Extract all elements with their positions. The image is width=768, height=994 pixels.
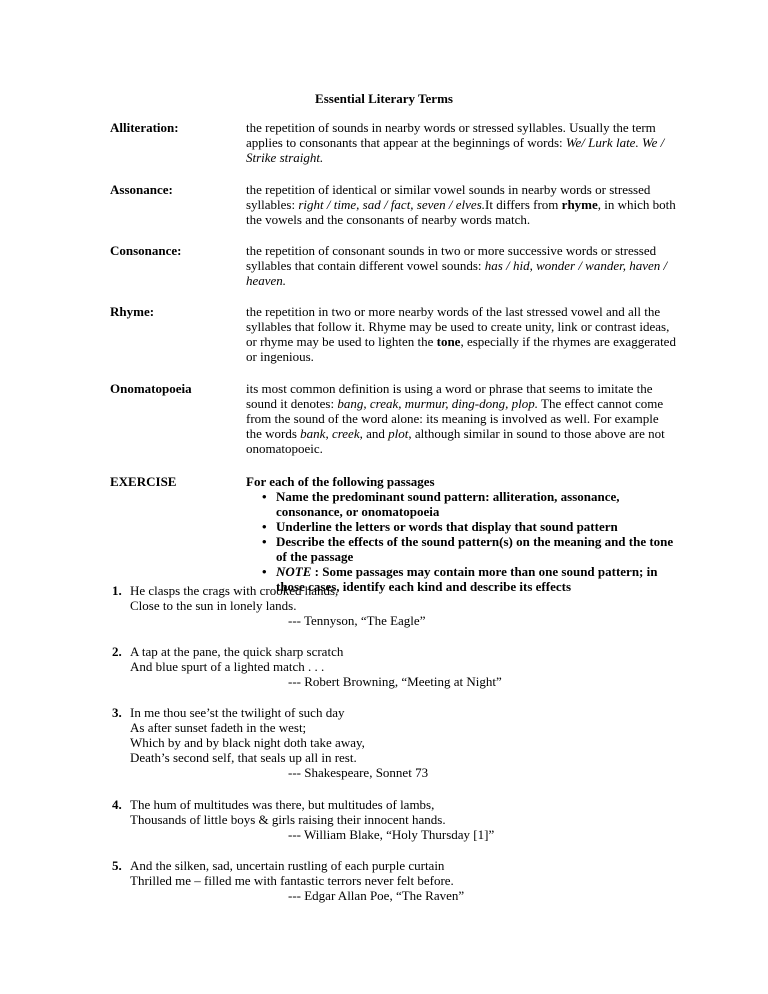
passage-line: As after sunset fadeth in the west;: [130, 720, 307, 735]
definition-text: the repetition of consonant sounds in two or more successive words or stressed syllables that contain different vowel sounds:: [246, 243, 657, 273]
definition-onomatopoeia: [246, 381, 676, 456]
exercise-bullet: • Underline the letters or words that display that sound pattern: [276, 519, 676, 534]
definition-text: its most common definition is using a word or phrase that seems to imitate the sound it denotes:: [246, 381, 653, 411]
note-text: : Some passages may contain more than one sound pattern; in those cases, identify each kind and describe its effects: [276, 564, 658, 594]
definition-text: The effect cannot come from the sound of the word alone: its meaning is involved as well. For example the words: [246, 396, 664, 441]
definition-alliteration: [246, 120, 676, 165]
passage-number: 5.: [112, 858, 122, 873]
passage-line: He clasps the crags with crooked hands,: [130, 583, 339, 598]
passage-line: A tap at the pane, the quick sharp scratch: [130, 644, 344, 659]
definition-text: , although similar in sound to those above are not onomatopoeic.: [246, 426, 665, 456]
definition-text: It differs from: [485, 197, 562, 212]
note-label: NOTE: [276, 564, 312, 579]
definition-example: has / hid, wonder / wander, haven / heaven.: [246, 258, 668, 288]
definition-key-term: tone: [436, 334, 461, 349]
definition-text: the repetition of sounds in nearby words or stressed syllables. Usually the term applies to consonants that appear at the beginnings of words:: [246, 120, 656, 150]
definition-assonance: [246, 182, 676, 227]
page-title: Essential Literary Terms: [315, 91, 453, 106]
passage-1: [112, 583, 650, 628]
passage-line: And blue spurt of a lighted match . . .: [130, 659, 325, 674]
passage-line: The hum of multitudes was there, but multitudes of lambs,: [130, 797, 435, 812]
definition-example: bang, creak, murmur, ding-dong, plop.: [337, 396, 539, 411]
exercise-intro: For each of the following passages: [246, 474, 435, 489]
exercise-label: EXERCISE: [110, 474, 177, 489]
definition-text: , in which both the vowels and the consonants of nearby words match.: [246, 197, 676, 227]
passage-line: And the silken, sad, uncertain rustling of each purple curtain: [130, 858, 445, 873]
passage-line: Death’s second self, that seals up all in rest.: [130, 750, 357, 765]
exercise-instructions: [246, 474, 676, 594]
definition-consonance: [246, 243, 676, 288]
passage-number: 4.: [112, 797, 122, 812]
passage-line: Thrilled me – filled me with fantastic terrors never felt before.: [130, 873, 454, 888]
exercise-bullet: • Describe the effects of the sound pattern(s) on the meaning and the tone of the passage: [276, 534, 676, 564]
term-assonance: Assonance:: [110, 182, 173, 197]
passage-attribution: --- Tennyson, “The Eagle”: [288, 613, 426, 628]
definition-text: and: [362, 426, 389, 441]
exercise-bullet-list: [246, 489, 676, 594]
definition-example: plot: [388, 426, 409, 441]
definition-example: bank, creek,: [300, 426, 363, 441]
definition-text: the repetition of identical or similar vowel sounds in nearby words or stressed syllables:: [246, 182, 651, 212]
definition-text: the repetition in two or more nearby words of the last stressed vowel and all the syllables that follow it. Rhyme may be used to create unity, link or contrast ideas, or rhyme may be used to lighten the: [246, 304, 670, 349]
passage-attribution: --- William Blake, “Holy Thursday [1]”: [288, 827, 495, 842]
term-consonance: Consonance:: [110, 243, 182, 258]
term-rhyme: Rhyme:: [110, 304, 155, 319]
definition-text: , especially if the rhymes are exaggerated or ingenious.: [246, 334, 676, 364]
definition-example: We/ Lurk late. We / Strike straight.: [246, 135, 665, 165]
definition-rhyme: [246, 304, 676, 364]
passage-4: [112, 797, 650, 842]
passage-5: [112, 858, 650, 903]
passage-number: 1.: [112, 583, 122, 598]
definition-key-term: rhyme: [561, 197, 598, 212]
passage-2: [112, 644, 650, 689]
passage-line: Thousands of little boys & girls raising their innocent hands.: [130, 812, 446, 827]
passage-line: In me thou see’st the twilight of such day: [130, 705, 345, 720]
term-onomatopoeia: Onomatopoeia: [110, 381, 192, 396]
passage-line: Close to the sun in lonely lands.: [130, 598, 297, 613]
passage-attribution: --- Shakespeare, Sonnet 73: [288, 765, 429, 780]
passage-number: 2.: [112, 644, 122, 659]
exercise-bullet: • Name the predominant sound pattern: alliteration, assonance, consonance, or onomatopoeia: [276, 489, 676, 519]
passage-3: [112, 705, 650, 780]
passage-line: Which by and by black night doth take away,: [130, 735, 365, 750]
passage-attribution: --- Robert Browning, “Meeting at Night”: [288, 674, 502, 689]
passage-attribution: --- Edgar Allan Poe, “The Raven”: [288, 888, 465, 903]
term-alliteration: Alliteration:: [110, 120, 179, 135]
definition-example: right / time, sad / fact, seven / elves.: [298, 197, 486, 212]
passage-number: 3.: [112, 705, 122, 720]
